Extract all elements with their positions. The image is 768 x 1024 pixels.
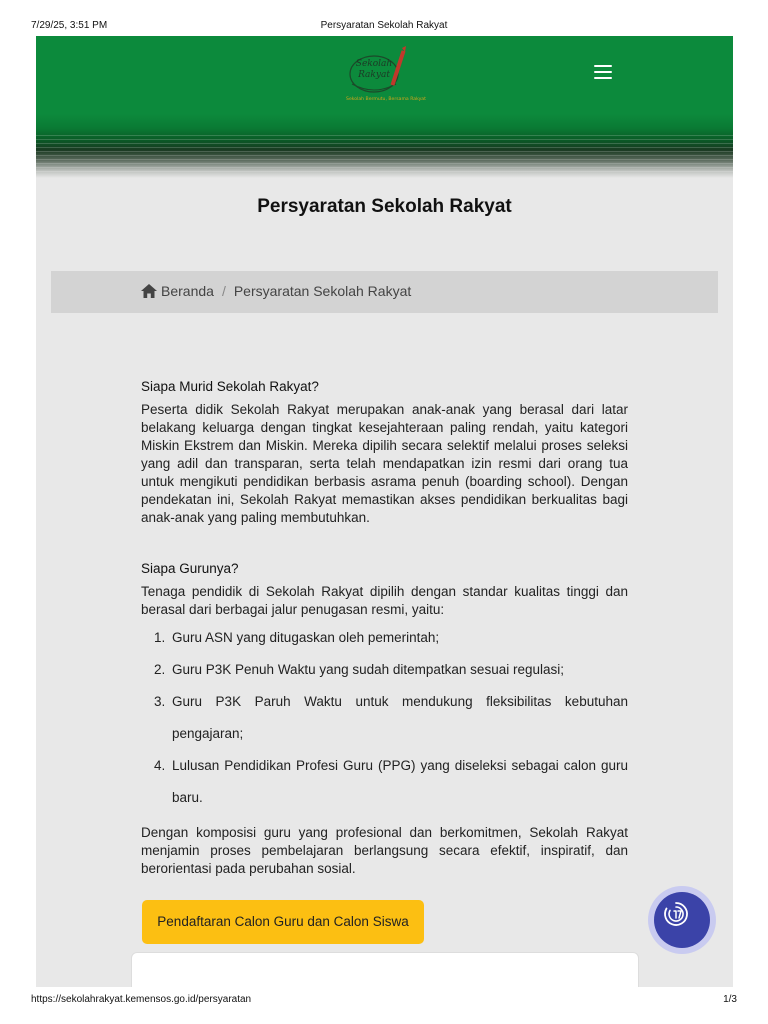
navbar-shadow-stripes bbox=[36, 132, 733, 172]
hamburger-line bbox=[594, 71, 612, 73]
section-heading-guru: Siapa Gurunya? bbox=[141, 561, 239, 576]
list-item-text: Guru ASN yang ditugaskan oleh pemerintah; bbox=[172, 630, 440, 645]
list-item bbox=[141, 686, 628, 750]
site-logo[interactable] bbox=[326, 44, 446, 106]
accessibility-button[interactable] bbox=[648, 886, 716, 954]
accessibility-icon bbox=[662, 900, 690, 928]
list-item-number: 4. bbox=[154, 758, 166, 773]
section-body-penutup: Dengan komposisi guru yang profesional dan berkomitmen, Sekolah Rakyat menjamin proses pembelajaran berlangsung secara efektif, inspiratif, dan berorientasi pada perubahan sosial. bbox=[141, 825, 628, 876]
section-body-murid: Peserta didik Sekolah Rakyat merupakan anak-anak yang berasal dari latar belakang keluarga dengan tingkat kesejahteraan paling rendah, yaitu kategori Miskin Ekstrem dan Miskin. Mereka dipilih secara selektif melalui proses seleksi yang adil dan transparan, serta telah mendapatkan izin resmi dari orang tua untuk mengikuti pendidikan berbasis asrama penuh (boarding school). Dengan pendekatan ini, Sekolah Rakyat memastikan akses pendidikan berkualitas bagi anak-anak yang paling membutuhkan. bbox=[141, 402, 628, 525]
print-header bbox=[0, 0, 768, 36]
breadcrumb-separator: / bbox=[221, 283, 226, 299]
list-item bbox=[141, 654, 628, 686]
hamburger-line bbox=[594, 65, 612, 67]
page-title: Persyaratan Sekolah Rakyat bbox=[257, 196, 512, 217]
section-intro-guru: Tenaga pendidik di Sekolah Rakyat dipilih dengan standar kualitas tinggi dan berasal dari berbagai jalur penugasan resmi, yaitu: bbox=[141, 584, 628, 617]
list-item bbox=[141, 622, 628, 654]
print-document-title: Persyaratan Sekolah Rakyat bbox=[320, 20, 448, 31]
registration-button[interactable]: Pendaftaran Calon Guru dan Calon Siswa bbox=[142, 900, 424, 944]
breadcrumb-home-link[interactable]: Beranda bbox=[161, 283, 214, 299]
section-heading-murid: Siapa Murid Sekolah Rakyat? bbox=[141, 379, 319, 394]
guru-list bbox=[141, 622, 628, 814]
web-page bbox=[36, 36, 733, 987]
print-page-indicator: 1/3 bbox=[723, 994, 737, 1005]
hamburger-line bbox=[594, 77, 612, 79]
section-murid bbox=[141, 378, 628, 527]
section-penutup bbox=[141, 824, 628, 878]
logo-text-line1: Sekolah bbox=[355, 59, 393, 69]
navbar bbox=[36, 36, 733, 178]
breadcrumb-current: Persyaratan Sekolah Rakyat bbox=[233, 283, 412, 299]
list-item-number: 2. bbox=[154, 662, 166, 677]
list-item-text: Guru P3K Penuh Waktu yang sudah ditempatkan sesuai regulasi; bbox=[172, 662, 564, 677]
print-url: https://sekolahrakyat.kemensos.go.id/persyaratan bbox=[31, 994, 252, 1005]
sekolah-rakyat-logo-icon bbox=[326, 44, 446, 106]
list-item-text: Lulusan Pendidikan Profesi Guru (PPG) yang diseleksi sebagai calon guru baru. bbox=[172, 758, 628, 805]
list-item bbox=[141, 750, 628, 814]
list-item-number: 3. bbox=[154, 694, 166, 709]
list-item-number: 1. bbox=[154, 630, 166, 645]
home-icon[interactable] bbox=[141, 284, 157, 298]
hamburger-menu-icon[interactable] bbox=[594, 62, 616, 82]
breadcrumb bbox=[141, 283, 411, 299]
print-footer bbox=[0, 990, 768, 1024]
logo-tagline: Sekolah Bermutu, Bersama Rakyat bbox=[346, 97, 426, 102]
breadcrumb-bar bbox=[51, 271, 718, 313]
section-guru bbox=[141, 560, 628, 814]
logo-text-line2: Rakyat bbox=[358, 70, 390, 80]
print-datetime: 7/29/25, 3:51 PM bbox=[31, 20, 108, 31]
list-item-text: Guru P3K Paruh Waktu untuk mendukung fleksibilitas kebutuhan pengajaran; bbox=[172, 694, 628, 741]
content-card bbox=[131, 952, 639, 987]
